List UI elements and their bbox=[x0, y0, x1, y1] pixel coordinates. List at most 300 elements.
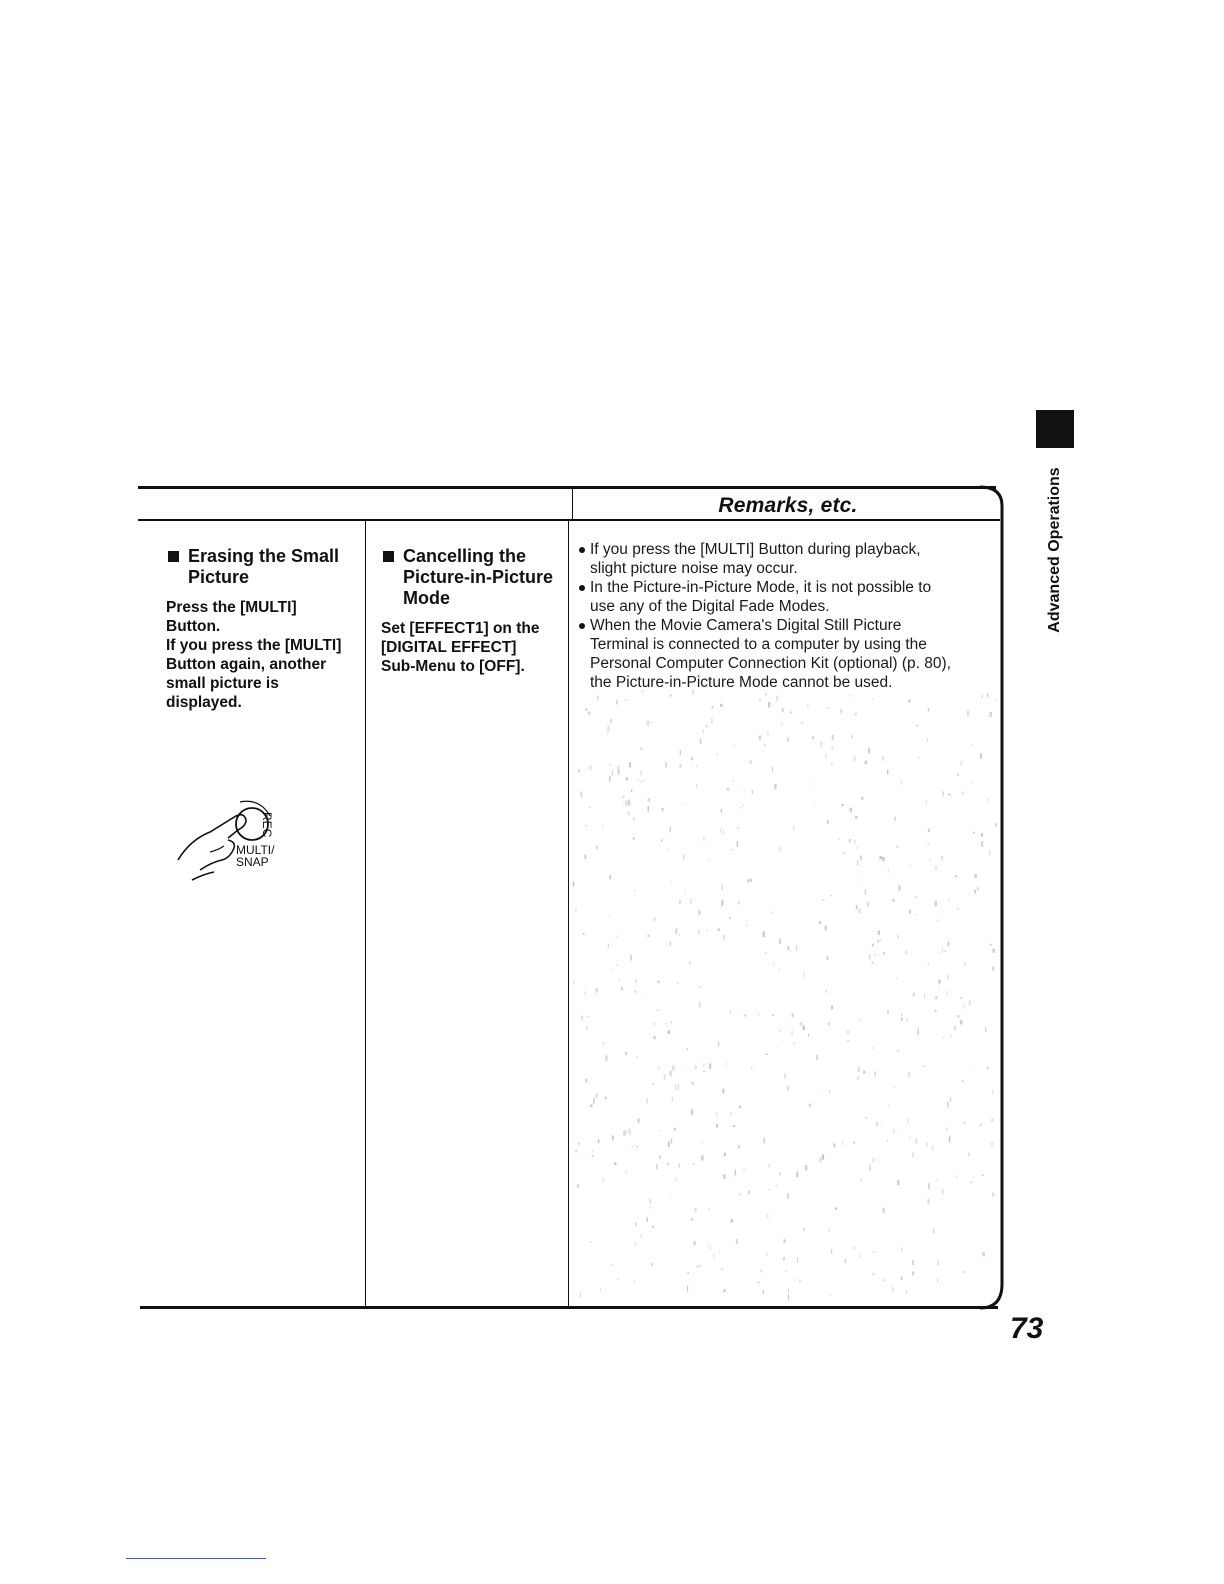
speckle bbox=[776, 696, 777, 701]
speckle bbox=[590, 1241, 593, 1243]
speckle bbox=[816, 1055, 818, 1060]
speckle bbox=[954, 1026, 956, 1031]
speckle bbox=[719, 1252, 720, 1253]
speckle bbox=[662, 808, 664, 812]
speckle bbox=[665, 762, 666, 768]
speckle bbox=[763, 931, 765, 937]
speckle bbox=[648, 806, 649, 812]
erasing-line: Button. bbox=[166, 618, 221, 635]
speckle bbox=[612, 771, 613, 776]
speckle bbox=[912, 1153, 914, 1158]
speckle bbox=[635, 991, 636, 993]
speckle bbox=[723, 935, 725, 940]
speckle bbox=[575, 908, 577, 911]
speckle bbox=[723, 1289, 725, 1292]
speckle bbox=[634, 889, 635, 892]
speckle bbox=[750, 760, 752, 764]
speckle bbox=[577, 1184, 579, 1187]
column-divider-1 bbox=[365, 521, 366, 1307]
speckle bbox=[774, 784, 776, 789]
speckle bbox=[661, 839, 663, 842]
speckle bbox=[640, 1235, 642, 1238]
speckle bbox=[658, 1066, 659, 1069]
speckle bbox=[666, 849, 668, 850]
speckle bbox=[973, 1071, 974, 1072]
speckle bbox=[622, 805, 624, 806]
speckle bbox=[803, 1026, 805, 1031]
speckle bbox=[674, 1128, 676, 1131]
speckle bbox=[989, 850, 990, 855]
speckle bbox=[612, 1135, 614, 1140]
speckle bbox=[607, 726, 609, 732]
table-header-rule bbox=[138, 519, 1000, 521]
speckle bbox=[883, 1208, 885, 1214]
speckle bbox=[960, 997, 962, 1000]
speckle bbox=[995, 699, 996, 701]
speckle bbox=[637, 1146, 638, 1148]
speckle bbox=[935, 1010, 937, 1012]
speckle bbox=[585, 1079, 587, 1083]
cancelling-line: [DIGITAL EFFECT] bbox=[381, 639, 517, 656]
speckle bbox=[698, 930, 700, 935]
speckle bbox=[607, 731, 608, 734]
speckle bbox=[765, 693, 767, 696]
bullet-square-icon bbox=[168, 551, 179, 562]
remark-line: Terminal is connected to a computer by using the bbox=[590, 636, 927, 653]
speckle bbox=[835, 1207, 837, 1210]
erasing-line: displayed. bbox=[166, 694, 242, 711]
speckle bbox=[609, 916, 611, 917]
speckle bbox=[586, 1026, 587, 1030]
speckle bbox=[801, 722, 803, 724]
speckle bbox=[722, 885, 723, 891]
speckle bbox=[898, 886, 900, 891]
speckle bbox=[869, 954, 871, 959]
speckle bbox=[841, 804, 843, 806]
speckle bbox=[735, 1171, 736, 1177]
speckle bbox=[938, 980, 940, 984]
speckle bbox=[633, 818, 635, 820]
speckle bbox=[918, 1030, 919, 1035]
speckle bbox=[779, 939, 781, 945]
speckle bbox=[878, 940, 880, 942]
speckle bbox=[856, 905, 858, 909]
speckle bbox=[646, 999, 647, 1000]
cancelling-instructions bbox=[381, 619, 566, 676]
speckle bbox=[585, 825, 587, 826]
speckle bbox=[834, 1143, 836, 1147]
speckle bbox=[973, 1176, 975, 1177]
speckle bbox=[700, 986, 701, 987]
speckle bbox=[927, 739, 928, 742]
speckle bbox=[794, 1279, 795, 1281]
speckle bbox=[790, 711, 792, 713]
speckle bbox=[760, 1269, 761, 1272]
speckle bbox=[855, 839, 856, 844]
speckle bbox=[652, 1083, 653, 1085]
speckle bbox=[760, 699, 761, 702]
speckle bbox=[926, 1143, 928, 1147]
speckle bbox=[821, 1091, 823, 1093]
speckle bbox=[955, 876, 957, 878]
speckle bbox=[928, 829, 930, 833]
speckle bbox=[786, 1270, 787, 1273]
cancelling-heading-line: Mode bbox=[403, 588, 450, 608]
speckle bbox=[764, 744, 765, 746]
speckle bbox=[865, 761, 867, 765]
speckle bbox=[831, 747, 833, 751]
speckle bbox=[699, 1002, 700, 1008]
speckle bbox=[779, 968, 780, 972]
speckle bbox=[896, 978, 898, 979]
speckle bbox=[859, 879, 860, 881]
footer-rule bbox=[126, 1558, 266, 1559]
speckle bbox=[617, 935, 618, 938]
speckle bbox=[780, 1030, 781, 1032]
speckle bbox=[752, 790, 753, 793]
speckle bbox=[578, 1143, 580, 1145]
speckle bbox=[992, 967, 994, 971]
speckle bbox=[977, 887, 979, 891]
speckle bbox=[805, 1165, 808, 1170]
speckle bbox=[872, 1158, 874, 1163]
speckle bbox=[887, 770, 888, 775]
speckle bbox=[935, 866, 936, 871]
speckle bbox=[865, 1117, 868, 1118]
speckle bbox=[710, 1246, 711, 1249]
speckle bbox=[947, 1102, 949, 1108]
speckle bbox=[905, 950, 907, 955]
speckle bbox=[859, 1253, 860, 1258]
speckle bbox=[813, 802, 814, 804]
speckle bbox=[670, 1071, 672, 1077]
speckle bbox=[787, 1193, 788, 1199]
speckle bbox=[694, 1241, 696, 1245]
erasing-line: Press the [MULTI] bbox=[166, 599, 297, 616]
speckle bbox=[670, 827, 672, 832]
speckle bbox=[943, 1037, 945, 1038]
speckle bbox=[873, 1273, 875, 1276]
speckle bbox=[772, 767, 773, 772]
speckle bbox=[783, 1257, 785, 1260]
speckle bbox=[858, 1076, 859, 1079]
speckle bbox=[585, 708, 587, 710]
speckle bbox=[828, 1022, 830, 1025]
speckle bbox=[863, 1071, 865, 1074]
speckle bbox=[874, 955, 875, 956]
speckle bbox=[758, 1013, 759, 1017]
speckle bbox=[990, 712, 992, 717]
speckle bbox=[809, 1104, 811, 1107]
speckle bbox=[677, 983, 678, 985]
speckle bbox=[583, 933, 585, 935]
speckle bbox=[892, 1287, 894, 1292]
speckle bbox=[625, 1171, 627, 1173]
speckle bbox=[873, 1251, 875, 1253]
speckle bbox=[974, 890, 976, 894]
button-label-line: SNAP bbox=[236, 855, 269, 869]
speckle bbox=[871, 961, 873, 964]
speckle bbox=[660, 1130, 662, 1131]
speckle bbox=[638, 1119, 640, 1123]
speckle bbox=[664, 1074, 666, 1080]
speckle bbox=[640, 781, 642, 783]
speckle bbox=[626, 1132, 628, 1133]
speckle bbox=[987, 1067, 988, 1069]
speckle bbox=[992, 1192, 994, 1196]
speckle bbox=[897, 845, 899, 848]
speckle bbox=[653, 917, 655, 921]
speckle bbox=[787, 1086, 789, 1091]
speckle bbox=[831, 1006, 833, 1010]
speckle bbox=[623, 795, 625, 799]
speckle bbox=[957, 908, 959, 909]
speckle bbox=[981, 833, 983, 837]
speckle bbox=[699, 1265, 701, 1267]
speckle bbox=[672, 1097, 673, 1101]
speckle bbox=[882, 756, 884, 761]
speckle bbox=[573, 881, 575, 886]
speckle bbox=[910, 865, 911, 866]
speckle bbox=[857, 847, 859, 849]
speckle bbox=[652, 1226, 654, 1229]
speckle bbox=[657, 1010, 659, 1011]
speckle bbox=[842, 1141, 843, 1146]
speckle bbox=[876, 1122, 878, 1127]
speckle bbox=[901, 780, 902, 785]
speckle bbox=[935, 996, 937, 999]
speckle bbox=[602, 824, 603, 828]
speckle bbox=[738, 901, 740, 904]
speckle bbox=[968, 1153, 970, 1157]
speckle bbox=[804, 973, 805, 978]
speckle bbox=[827, 956, 829, 960]
speckle bbox=[854, 756, 857, 761]
speckle bbox=[772, 1015, 774, 1017]
speckle bbox=[716, 1124, 718, 1128]
speckle bbox=[765, 952, 767, 954]
speckle bbox=[849, 839, 851, 843]
speckle bbox=[618, 770, 620, 775]
speckle bbox=[747, 879, 749, 882]
speckle bbox=[706, 725, 708, 727]
remark-item bbox=[578, 540, 998, 578]
speckle bbox=[681, 1065, 682, 1066]
speckle bbox=[841, 709, 842, 714]
speckle bbox=[901, 1013, 902, 1016]
speckle bbox=[748, 1191, 750, 1194]
speckle bbox=[604, 1097, 607, 1100]
speckle bbox=[767, 731, 769, 735]
speckle bbox=[883, 952, 885, 954]
bullet-dot-icon bbox=[579, 547, 585, 553]
cancelling-heading-line: Cancelling the bbox=[403, 546, 527, 566]
speckle bbox=[730, 1112, 732, 1115]
speckle bbox=[879, 856, 882, 859]
speckle bbox=[975, 874, 977, 878]
speckle bbox=[647, 720, 649, 726]
speckle bbox=[687, 1286, 688, 1292]
speckle bbox=[971, 781, 972, 783]
speckle bbox=[668, 1141, 670, 1147]
table-bottom-rule bbox=[140, 1306, 998, 1309]
speckle bbox=[675, 1178, 676, 1181]
speckle bbox=[788, 1295, 790, 1300]
speckle bbox=[671, 1138, 673, 1144]
speckle bbox=[689, 962, 691, 965]
speckle bbox=[793, 825, 794, 830]
speckle bbox=[915, 897, 917, 898]
speckle bbox=[610, 719, 612, 723]
speckle bbox=[740, 807, 742, 808]
speckle bbox=[585, 855, 587, 859]
speckle bbox=[991, 1142, 993, 1147]
speckle bbox=[893, 1129, 895, 1133]
speckle bbox=[650, 1207, 652, 1209]
speckle bbox=[822, 899, 824, 901]
speckle bbox=[650, 1199, 651, 1204]
speckle bbox=[908, 1072, 910, 1078]
speckle bbox=[589, 807, 591, 808]
speckle bbox=[716, 754, 718, 756]
speckle bbox=[995, 823, 997, 826]
section-tab-label: Advanced Operations bbox=[1046, 467, 1063, 633]
speckle bbox=[859, 1019, 860, 1021]
speckle bbox=[787, 738, 789, 742]
speckle bbox=[972, 744, 974, 745]
erasing-heading-text: Erasing the Small Picture bbox=[188, 546, 340, 587]
speckle bbox=[830, 1295, 832, 1297]
speckle bbox=[941, 856, 943, 860]
speckle bbox=[951, 1035, 952, 1037]
speckle bbox=[581, 1016, 583, 1021]
erasing-heading bbox=[166, 546, 361, 588]
speckle bbox=[928, 1183, 930, 1189]
speckle bbox=[721, 900, 724, 905]
speckle bbox=[596, 988, 598, 993]
speckle bbox=[634, 1145, 635, 1146]
speckle bbox=[790, 951, 792, 952]
speckle bbox=[937, 920, 939, 921]
speckle bbox=[670, 942, 671, 946]
speckle bbox=[897, 1180, 899, 1185]
speckle bbox=[672, 1066, 674, 1071]
speckle bbox=[784, 1239, 786, 1242]
speckle bbox=[946, 1127, 947, 1130]
speckle bbox=[679, 764, 681, 768]
speckle bbox=[609, 875, 611, 879]
speckle bbox=[721, 1269, 723, 1270]
speckle bbox=[843, 852, 845, 853]
speckle bbox=[711, 718, 712, 724]
speckle bbox=[924, 993, 925, 999]
speckle bbox=[659, 1155, 661, 1159]
speckle bbox=[792, 1013, 794, 1017]
speckle bbox=[634, 1279, 635, 1284]
speckle bbox=[985, 1027, 986, 1032]
speckle bbox=[646, 1217, 648, 1221]
speckle bbox=[631, 789, 632, 792]
speckle bbox=[678, 934, 680, 937]
speckle bbox=[654, 1022, 655, 1026]
speckle bbox=[956, 1175, 957, 1178]
speckle bbox=[880, 939, 881, 942]
cancelling-heading bbox=[381, 546, 566, 609]
speckle bbox=[608, 944, 609, 948]
speckle bbox=[709, 1063, 711, 1068]
speckle bbox=[763, 1290, 764, 1295]
speckle bbox=[744, 1015, 746, 1017]
speckle bbox=[832, 735, 834, 741]
speckle bbox=[988, 798, 990, 803]
speckle bbox=[865, 889, 867, 895]
speckle bbox=[933, 1229, 935, 1234]
remark-line: use any of the Digital Fade Modes. bbox=[590, 598, 830, 615]
speckle bbox=[605, 1055, 607, 1061]
speckle bbox=[730, 1011, 731, 1014]
remark-line: When the Movie Camera's Digital Still Picture bbox=[590, 617, 902, 634]
column-erasing bbox=[166, 546, 361, 712]
speckle bbox=[625, 1052, 627, 1055]
speckle bbox=[948, 942, 950, 947]
speckle bbox=[990, 944, 992, 946]
multi-snap-button-illustration bbox=[170, 788, 300, 888]
speckle bbox=[831, 895, 832, 897]
speckle bbox=[943, 791, 944, 796]
table-top-rule bbox=[138, 486, 996, 489]
speckle bbox=[726, 1063, 727, 1066]
speckle bbox=[700, 739, 702, 744]
page-number: 73 bbox=[1010, 1312, 1044, 1345]
bullet-dot-icon bbox=[579, 623, 585, 629]
speckle bbox=[992, 949, 994, 953]
speckle bbox=[901, 1247, 902, 1252]
button-label-line: MULTI/ bbox=[236, 843, 275, 857]
speckle bbox=[847, 1040, 849, 1041]
remarks-list bbox=[578, 540, 998, 692]
speckle bbox=[915, 1138, 917, 1144]
speckle bbox=[992, 1089, 993, 1093]
speckle bbox=[628, 800, 630, 806]
speckle bbox=[623, 1130, 625, 1135]
speckle bbox=[850, 808, 852, 813]
speckle bbox=[827, 820, 829, 824]
speckle bbox=[678, 1084, 679, 1090]
speckle bbox=[797, 1257, 798, 1263]
speckle bbox=[630, 955, 632, 961]
speckle bbox=[909, 910, 911, 914]
speckle bbox=[723, 1174, 725, 1179]
speckle bbox=[679, 900, 681, 903]
speckle bbox=[616, 965, 618, 966]
speckle bbox=[957, 1015, 959, 1017]
speckle bbox=[973, 832, 975, 834]
speckle bbox=[598, 1139, 600, 1143]
speckle bbox=[625, 699, 627, 700]
speckle bbox=[888, 1105, 890, 1107]
speckle bbox=[803, 1228, 804, 1231]
speckle bbox=[981, 841, 983, 847]
speckle bbox=[635, 1222, 636, 1226]
speckle bbox=[894, 817, 896, 822]
speckle bbox=[680, 750, 681, 755]
speckle bbox=[884, 1279, 886, 1280]
speckle bbox=[676, 929, 678, 935]
speckle bbox=[635, 979, 637, 983]
speckle bbox=[610, 968, 611, 969]
speckle bbox=[811, 783, 812, 784]
speckle bbox=[930, 859, 931, 862]
